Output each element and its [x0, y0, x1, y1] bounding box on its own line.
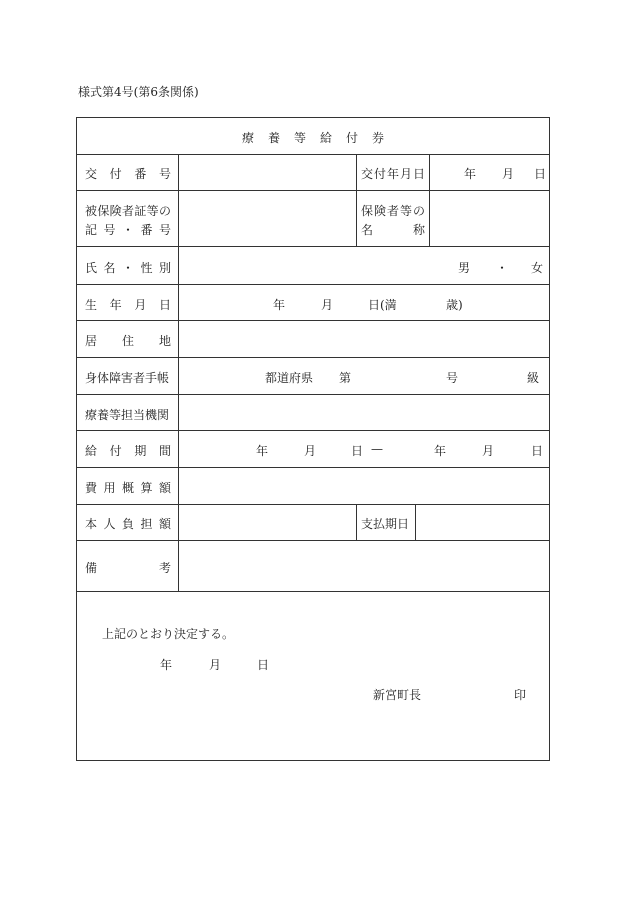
period-end-year: 年 [434, 444, 447, 458]
issuer-title: 新宮町長 [373, 688, 422, 702]
insured-cert-field[interactable] [179, 191, 356, 246]
period-label: 給 付 期 間 [85, 444, 171, 458]
sex-female[interactable]: 女 [531, 261, 544, 275]
institution-field[interactable] [179, 395, 549, 430]
benefit-voucher-form [76, 117, 550, 761]
seal-mark: 印 [514, 688, 527, 702]
issue-number-label: 交 付 番 号 [85, 167, 171, 181]
column-divider [356, 154, 357, 246]
handbook-number-suffix: 号 [446, 371, 459, 385]
residence-label: 居 住 地 [85, 334, 171, 348]
sex-male[interactable]: 男 [458, 261, 471, 275]
insurer-label [361, 202, 425, 238]
issue-date-year: 年 [464, 167, 477, 181]
decision-day: 日 [257, 658, 270, 672]
issue-date-field[interactable] [430, 155, 549, 190]
handbook-field[interactable] [179, 358, 549, 394]
decision-statement: 上記のとおり決定する。 [102, 627, 235, 641]
handbook-prefecture: 都道府県 [265, 371, 314, 385]
payment-date-field[interactable] [416, 505, 549, 540]
insured-cert-label-line1: 被 保 険 者 証 等 の [85, 204, 171, 218]
issue-date-month: 月 [502, 167, 515, 181]
decision-month: 月 [209, 658, 222, 672]
cost-field[interactable] [179, 468, 549, 504]
handbook-grade: 級 [527, 371, 540, 385]
form-caption: 様式第4号(第6条関係) [78, 85, 199, 99]
period-start-year: 年 [256, 444, 269, 458]
name-field[interactable] [179, 247, 549, 284]
column-divider [356, 504, 357, 540]
insurer-label-line1: 保 険 者 等 の [361, 204, 425, 218]
period-dash: — [371, 442, 383, 456]
cost-label: 費 用 概 算 額 [85, 481, 171, 495]
sex-separator: ・ [496, 261, 509, 275]
period-start-day: 日 [351, 444, 364, 458]
institution-label: 療養等担当機関 [85, 408, 170, 422]
remarks-field[interactable] [179, 541, 549, 591]
birth-age-close: 歳) [446, 298, 463, 312]
birth-year: 年 [273, 298, 286, 312]
handbook-number-prefix: 第 [339, 371, 352, 385]
decision-year: 年 [160, 658, 173, 672]
payment-date-label: 支払期日 [361, 517, 410, 531]
handbook-label: 身体障害者手帳 [85, 371, 170, 385]
period-end-day: 日 [531, 444, 544, 458]
birth-date-label: 生 年 月 日 [85, 298, 171, 312]
birth-month: 月 [321, 298, 334, 312]
insurer-field[interactable] [430, 191, 549, 246]
insured-cert-label-line2: 記 号 ・ 番 号 [85, 223, 171, 237]
insured-cert-label [85, 202, 171, 238]
row-divider [77, 591, 549, 592]
issue-date-day: 日 [534, 167, 547, 181]
birth-day-age-open: 日(満 [368, 298, 397, 312]
period-end-month: 月 [482, 444, 495, 458]
period-start-month: 月 [304, 444, 317, 458]
copay-label: 本 人 負 担 額 [85, 517, 171, 531]
remarks-label: 備 考 [85, 561, 171, 575]
residence-field[interactable] [179, 321, 549, 357]
copay-field[interactable] [179, 505, 356, 540]
issue-number-field[interactable] [179, 155, 356, 190]
issue-date-label: 交 付 年 月 日 [361, 167, 425, 181]
insurer-label-line2: 名 称 [361, 223, 425, 237]
form-title: 療養等給付券 [241, 131, 398, 145]
birth-date-field[interactable] [179, 285, 549, 320]
period-field[interactable] [179, 431, 549, 467]
name-sex-label: 氏 名 ・ 性 別 [85, 261, 171, 275]
